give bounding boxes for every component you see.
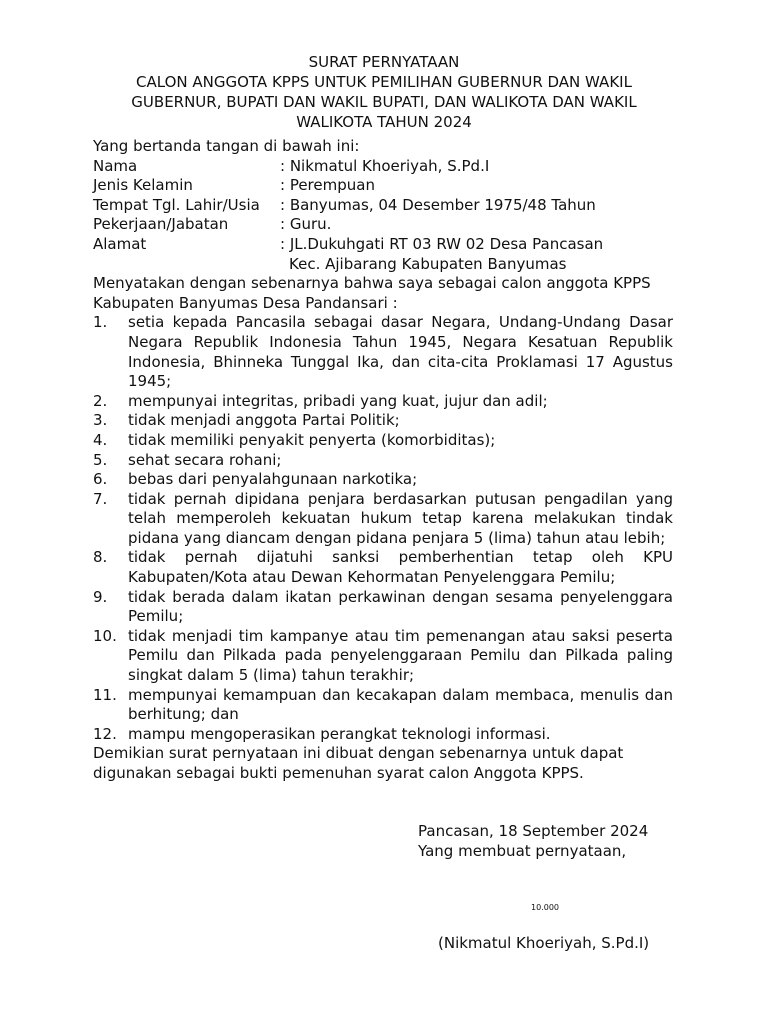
title-line-4: WALIKOTA TAHUN 2024	[296, 113, 472, 131]
item-number: 4.	[93, 430, 108, 449]
requirements-list	[93, 313, 673, 744]
item-text: tidak pernah dijatuhi sanksi pemberhentian tetap oleh KPU Kabupaten/Kota atau Dewan Kehormatan Penyelenggara Pemilu;	[128, 548, 673, 587]
list-item	[93, 627, 673, 686]
identity-label: Tempat Tgl. Lahir/Usia	[93, 195, 260, 214]
identity-value: : Banyumas, 04 Desember 1975/48 Tahun	[280, 195, 596, 214]
list-item	[93, 451, 673, 471]
identity-label: Alamat	[93, 234, 147, 253]
identity-value: : Nikmatul Khoeriyah, S.Pd.I	[280, 156, 490, 175]
list-item	[93, 588, 673, 627]
identity-row-birth	[93, 196, 673, 216]
item-text: tidak berada dalam ikatan perkawinan dengan sesama penyelenggara Pemilu;	[128, 587, 673, 626]
item-number: 5.	[93, 450, 108, 469]
item-number: 8.	[93, 548, 108, 567]
identity-label: Nama	[93, 156, 138, 175]
identity-row-gender	[93, 176, 673, 196]
item-number: 11.	[93, 685, 117, 704]
list-item	[93, 431, 673, 451]
identity-row-job	[93, 215, 673, 235]
list-item	[93, 490, 673, 549]
identity-value: : Perempuan	[280, 176, 375, 195]
maker-label: Yang membuat pernyataan,	[418, 842, 627, 860]
item-text: tidak pernah dipidana penjara berdasarkan putusan pengadilan yang telah memperoleh kekuatan hukum tetap karena melakukan tindak pidana yang diancam dengan pidana penjara 5 (lima) tahun atau lebih;	[128, 489, 673, 547]
title-line-1: SURAT PERNYATAAN	[308, 53, 460, 71]
item-text: tidak memiliki penyakit penyerta (komorbiditas);	[128, 430, 496, 449]
title-line-2: CALON ANGGOTA KPPS UNTUK PEMILIHAN GUBERNUR DAN WAKIL	[136, 73, 632, 91]
item-text: tidak menjadi tim kampanye atau tim pemenangan atau saksi peserta Pemilu dan Pilkada pada penyelenggaraan Pemilu dan Pilkada paling singkat dalam 5 (lima) tahun terakhir;	[128, 626, 673, 685]
item-number: 10.	[93, 626, 117, 645]
list-item	[93, 725, 673, 745]
statement-line-2: Kabupaten Banyumas Desa Pandansari :	[93, 293, 398, 312]
item-number: 3.	[93, 411, 108, 430]
item-number: 9.	[93, 587, 108, 606]
item-text: mampu mengoperasikan perangkat teknologi informasi.	[128, 724, 551, 743]
list-item	[93, 411, 673, 431]
closing-line-2: digunakan sebagai bukti pemenuhan syarat calon Anggota KPPS.	[93, 764, 584, 782]
signature-block	[418, 821, 648, 861]
list-item	[93, 392, 673, 412]
identity-value: : JL.Dukuhgati RT 03 RW 02 Desa Pancasan	[280, 234, 604, 253]
signer-name: (Nikmatul Khoeriyah, S.Pd.I)	[438, 934, 650, 952]
item-text: bebas dari penyalahgunaan narkotika;	[128, 470, 418, 489]
closing-line-1: Demikian surat pernyataan ini dibuat dengan sebenarnya untuk dapat	[93, 744, 624, 763]
list-item	[93, 470, 673, 490]
place-date: Pancasan, 18 September 2024	[418, 822, 649, 840]
item-text: tidak menjadi anggota Partai Politik;	[128, 411, 400, 430]
intro-text: Yang bertanda tangan di bawah ini:	[93, 137, 360, 155]
item-number: 2.	[93, 391, 108, 410]
identity-row-nama	[93, 157, 673, 177]
item-number: 12.	[93, 724, 117, 743]
identity-value: : Guru.	[280, 215, 332, 234]
title-line-3: GUBERNUR, BUPATI DAN WAKIL BUPATI, DAN WALIKOTA DAN WAKIL	[131, 93, 637, 111]
document-title	[0, 52, 768, 132]
identity-label: Pekerjaan/Jabatan	[93, 215, 229, 234]
identity-row-address	[93, 235, 673, 255]
item-text: mempunyai kemampuan dan kecakapan dalam membaca, menulis dan berhitung; dan	[128, 685, 673, 724]
item-text: mempunyai integritas, pribadi yang kuat, jujur dan adil;	[128, 391, 548, 410]
item-number: 1.	[93, 313, 108, 332]
stamp-label: 10.000	[531, 903, 559, 912]
identity-label: Jenis Kelamin	[93, 176, 193, 195]
statement-line-1: Menyatakan dengan sebenarnya bahwa saya sebagai calon anggota KPPS	[93, 274, 651, 293]
list-item	[93, 686, 673, 725]
identity-address-continuation: Kec. Ajibarang Kabupaten Banyumas	[289, 254, 567, 273]
list-item	[93, 313, 673, 391]
item-number: 6.	[93, 470, 108, 489]
item-text: sehat secara rohani;	[128, 450, 282, 469]
item-number: 7.	[93, 489, 108, 508]
item-text: setia kepada Pancasila sebagai dasar Negara, Undang-Undang Dasar Negara Republik Indonesia Tahun 1945, Negara Kesatuan Republik Indonesia, Bhinneka Tunggal Ika, dan cita-cita Proklamasi 17 Agustus 1945;	[128, 313, 673, 391]
list-item	[93, 548, 673, 587]
document-body	[93, 137, 673, 784]
